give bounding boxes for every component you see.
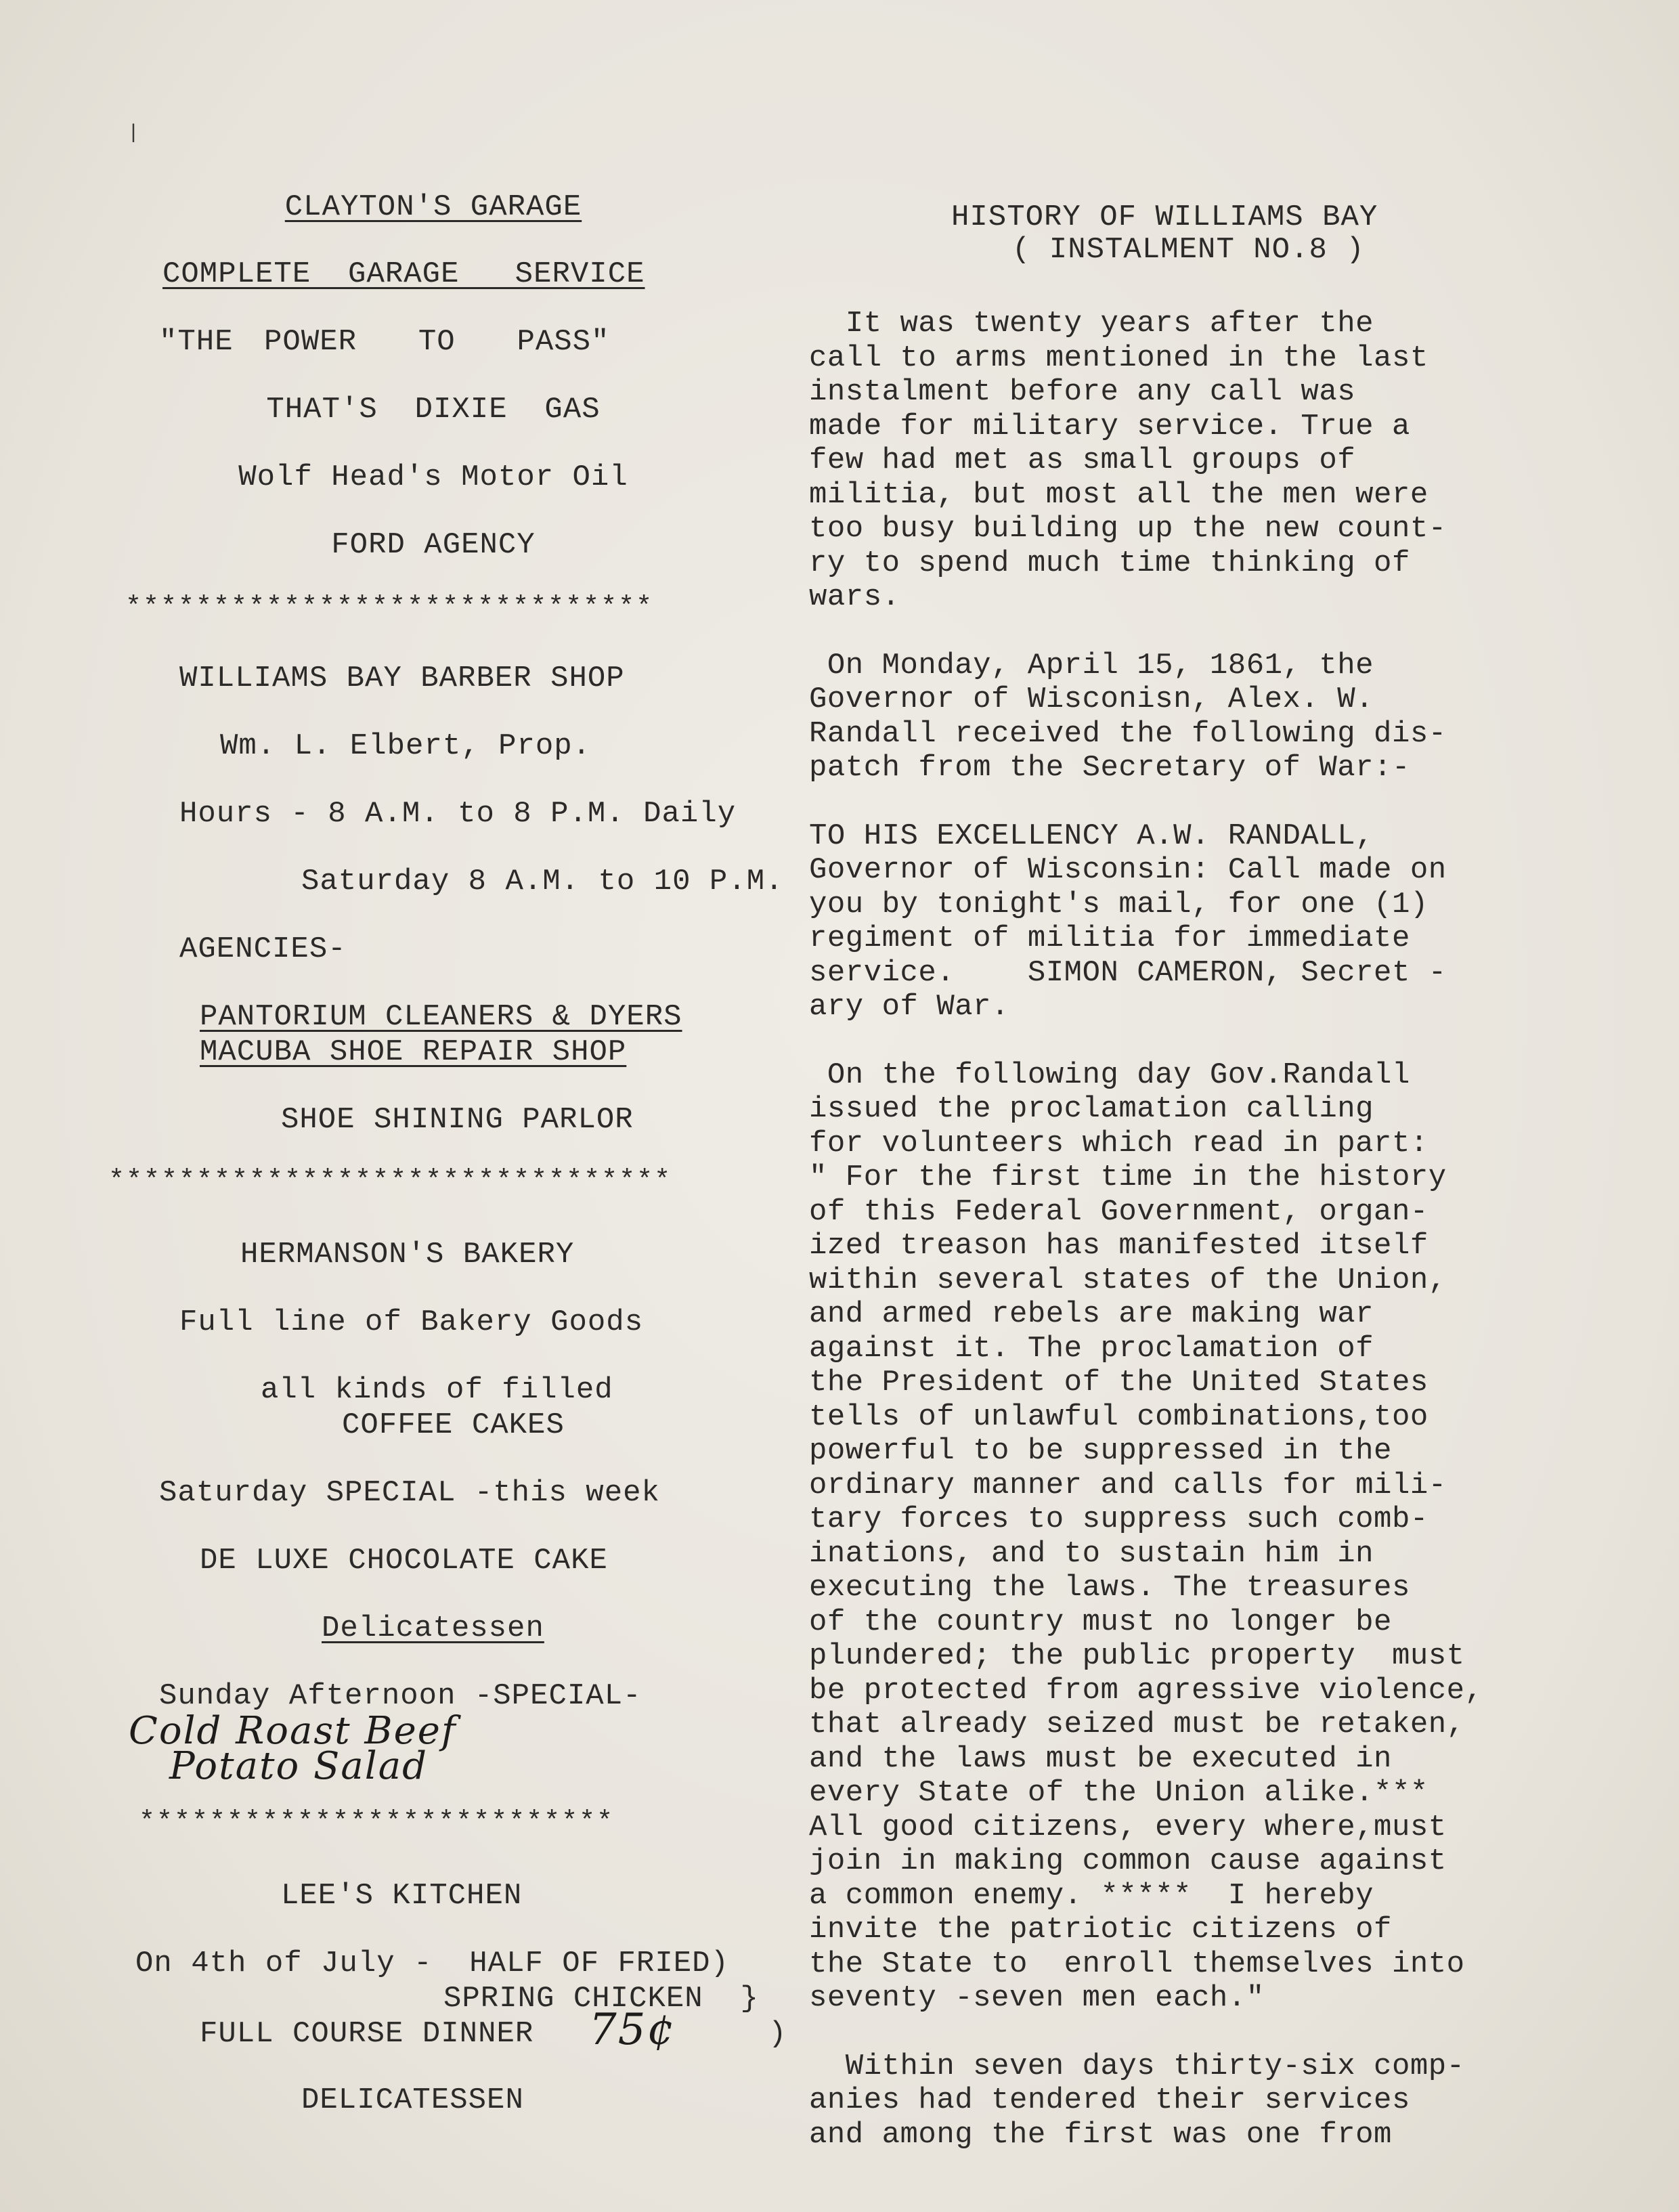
article-line: It was twenty years after the xyxy=(809,307,1374,341)
claytons-garage-ad xyxy=(108,190,785,563)
kitchen-line-3: FULL COURSE DINNER xyxy=(200,2017,534,2051)
article-line: and the laws must be executed in xyxy=(809,1741,1392,1776)
article-line: Within seven days thirty-six comp- xyxy=(809,2049,1465,2083)
advertisements-column xyxy=(108,190,785,2118)
kitchen-bracket: ) xyxy=(768,2017,787,2051)
kitchen-line-1: On 4th of July - HALF OF FRIED) xyxy=(135,1947,729,1980)
bakery-cake: DE LUXE CHOCOLATE CAKE xyxy=(200,1544,608,1578)
article-line: for volunteers which read in part: xyxy=(809,1126,1429,1161)
bakery-sunday-special: Sunday Afternoon -SPECIAL- xyxy=(159,1679,642,1713)
barber-agency-shoe-repair: MACUBA SHOE REPAIR SHOP xyxy=(200,1035,627,1069)
article-line: against it. The proclamation of xyxy=(809,1331,1374,1366)
history-article xyxy=(809,200,1554,2152)
barber-agency-cleaners: PANTORIUM CLEANERS & DYERS xyxy=(200,1000,682,1034)
bakery-line-2: all kinds of filled xyxy=(261,1373,613,1407)
garage-title: CLAYTON'S GARAGE xyxy=(284,190,582,224)
star-divider: ****************************** xyxy=(125,592,654,623)
article-line: the President of the United States xyxy=(809,1366,1429,1400)
article-line: instalment before any call was xyxy=(809,375,1356,409)
article-line: every State of the Union alike.*** xyxy=(809,1776,1429,1810)
article-line: plundered; the public property must xyxy=(809,1639,1465,1673)
article-paragraph-1 xyxy=(809,307,1554,615)
article-line: few had met as small groups of xyxy=(809,443,1356,477)
garage-service: COMPLETE GARAGE SERVICE xyxy=(162,257,645,291)
article-line: On the following day Gov.Randall xyxy=(809,1058,1410,1092)
article-line: On Monday, April 15, 1861, the xyxy=(809,648,1374,682)
kitchen-price: 75¢ xyxy=(589,2005,676,2055)
article-title: HISTORY OF WILLIAMS BAY xyxy=(951,200,1378,234)
article-line: too busy building up the new count- xyxy=(809,512,1447,546)
bakery-title: HERMANSON'S BAKERY xyxy=(240,1238,575,1272)
lees-kitchen-ad xyxy=(108,1878,785,2118)
article-line: join in making common cause against xyxy=(809,1844,1447,1878)
article-line: wars. xyxy=(809,580,900,614)
article-line: and among the first was one from xyxy=(809,2117,1392,2152)
garage-gas: THAT'S DIXIE GAS xyxy=(266,393,601,427)
barber-title: WILLIAMS BAY BARBER SHOP xyxy=(179,662,625,695)
kitchen-line-2: SPRING CHICKEN } xyxy=(443,1982,759,2016)
article-dispatch xyxy=(809,819,1554,1024)
barber-proprietor: Wm. L. Elbert, Prop. xyxy=(220,729,592,763)
article-line: be protected from agressive violence, xyxy=(809,1673,1483,1708)
article-line: All good citizens, every where,must xyxy=(809,1810,1447,1844)
article-line: executing the laws. The treasures xyxy=(809,1571,1410,1605)
barber-hours: Hours - 8 A.M. to 8 P.M. Daily xyxy=(179,797,737,831)
article-line: the State to enroll themselves into xyxy=(809,1947,1465,1981)
article-line: tary forces to suppress such comb- xyxy=(809,1502,1429,1536)
article-line: Randall received the following dis- xyxy=(809,716,1447,751)
bakery-handwritten-item-1: Cold Roast Beef xyxy=(129,1709,457,1753)
barber-agencies-label: AGENCIES- xyxy=(179,932,347,966)
article-line: ary of War. xyxy=(809,990,1009,1024)
bakery-special: Saturday SPECIAL -this week xyxy=(159,1476,660,1510)
article-line: call to arms mentioned in the last xyxy=(809,341,1429,375)
hermansons-bakery-ad xyxy=(108,1237,785,1787)
bakery-delicatessen: Delicatessen xyxy=(322,1611,544,1645)
article-line: you by tonight's mail, for one (1) xyxy=(809,887,1429,921)
article-line: within several states of the Union, xyxy=(809,1263,1447,1297)
kitchen-title: LEE'S KITCHEN xyxy=(281,1879,523,1913)
article-line: a common enemy. ***** I hereby xyxy=(809,1878,1374,1913)
article-line: made for military service. True a xyxy=(809,409,1410,443)
article-line: seventy -seven men each." xyxy=(809,1981,1265,2015)
article-line: powerful to be suppressed in the xyxy=(809,1434,1392,1468)
article-line: TO HIS EXCELLENCY A.W. RANDALL, xyxy=(809,819,1374,853)
article-paragraph-5 xyxy=(809,2050,1554,2152)
garage-oil: Wolf Head's Motor Oil xyxy=(238,460,628,494)
article-line: Governor of Wisconisn, Alex. W. xyxy=(809,682,1374,716)
stray-mark: | xyxy=(127,122,140,145)
bakery-line-1: Full line of Bakery Goods xyxy=(179,1305,644,1339)
article-proclamation xyxy=(809,1058,1554,2016)
article-line: inations, and to sustain him in xyxy=(809,1536,1374,1571)
article-line: " For the first time in the history xyxy=(809,1161,1447,1194)
garage-slogan: "THE POWER TO PASS" xyxy=(159,325,610,359)
article-line: service. SIMON CAMERON, Secret - xyxy=(809,955,1447,990)
article-line: invite the patriotic citizens of xyxy=(809,1913,1392,1947)
article-line: regiment of militia for immediate xyxy=(809,921,1410,955)
article-instalment: ( INSTALMENT NO.8 ) xyxy=(1012,233,1365,267)
star-divider: ******************************** xyxy=(108,1166,672,1196)
article-paragraph-2 xyxy=(809,649,1554,785)
article-line: and armed rebels are making war xyxy=(809,1297,1374,1331)
kitchen-delicatessen: DELICATESSEN xyxy=(301,2083,524,2117)
article-line: ry to spend much time thinking of xyxy=(809,546,1410,580)
article-line: that already seized must be retaken, xyxy=(809,1708,1465,1741)
article-line: militia, but most all the men were xyxy=(809,477,1429,512)
article-line: patch from the Secretary of War:- xyxy=(809,751,1410,785)
star-divider: *************************** xyxy=(139,1807,615,1838)
article-line: ized treason has manifested itself xyxy=(809,1229,1429,1263)
article-line: issued the proclamation calling xyxy=(809,1092,1374,1126)
article-line: of the country must no longer be xyxy=(809,1605,1392,1639)
article-line: tells of unlawful combinations,too xyxy=(809,1400,1429,1434)
article-line: anies had tendered their services xyxy=(809,2083,1410,2117)
bakery-handwritten-item-2: Potato Salad xyxy=(169,1744,428,1788)
article-line: of this Federal Government, organ- xyxy=(809,1194,1429,1229)
article-line: Governor of Wisconsin: Call made on xyxy=(809,853,1447,887)
bakery-line-3: COFFEE CAKES xyxy=(342,1408,565,1442)
barber-shoe-shine: SHOE SHINING PARLOR xyxy=(281,1103,634,1137)
barber-shop-ad xyxy=(108,661,785,1137)
barber-saturday-hours: Saturday 8 A.M. to 10 P.M. xyxy=(301,865,784,898)
article-line: ordinary manner and calls for mili- xyxy=(809,1468,1447,1502)
garage-agency: FORD AGENCY xyxy=(331,528,536,562)
